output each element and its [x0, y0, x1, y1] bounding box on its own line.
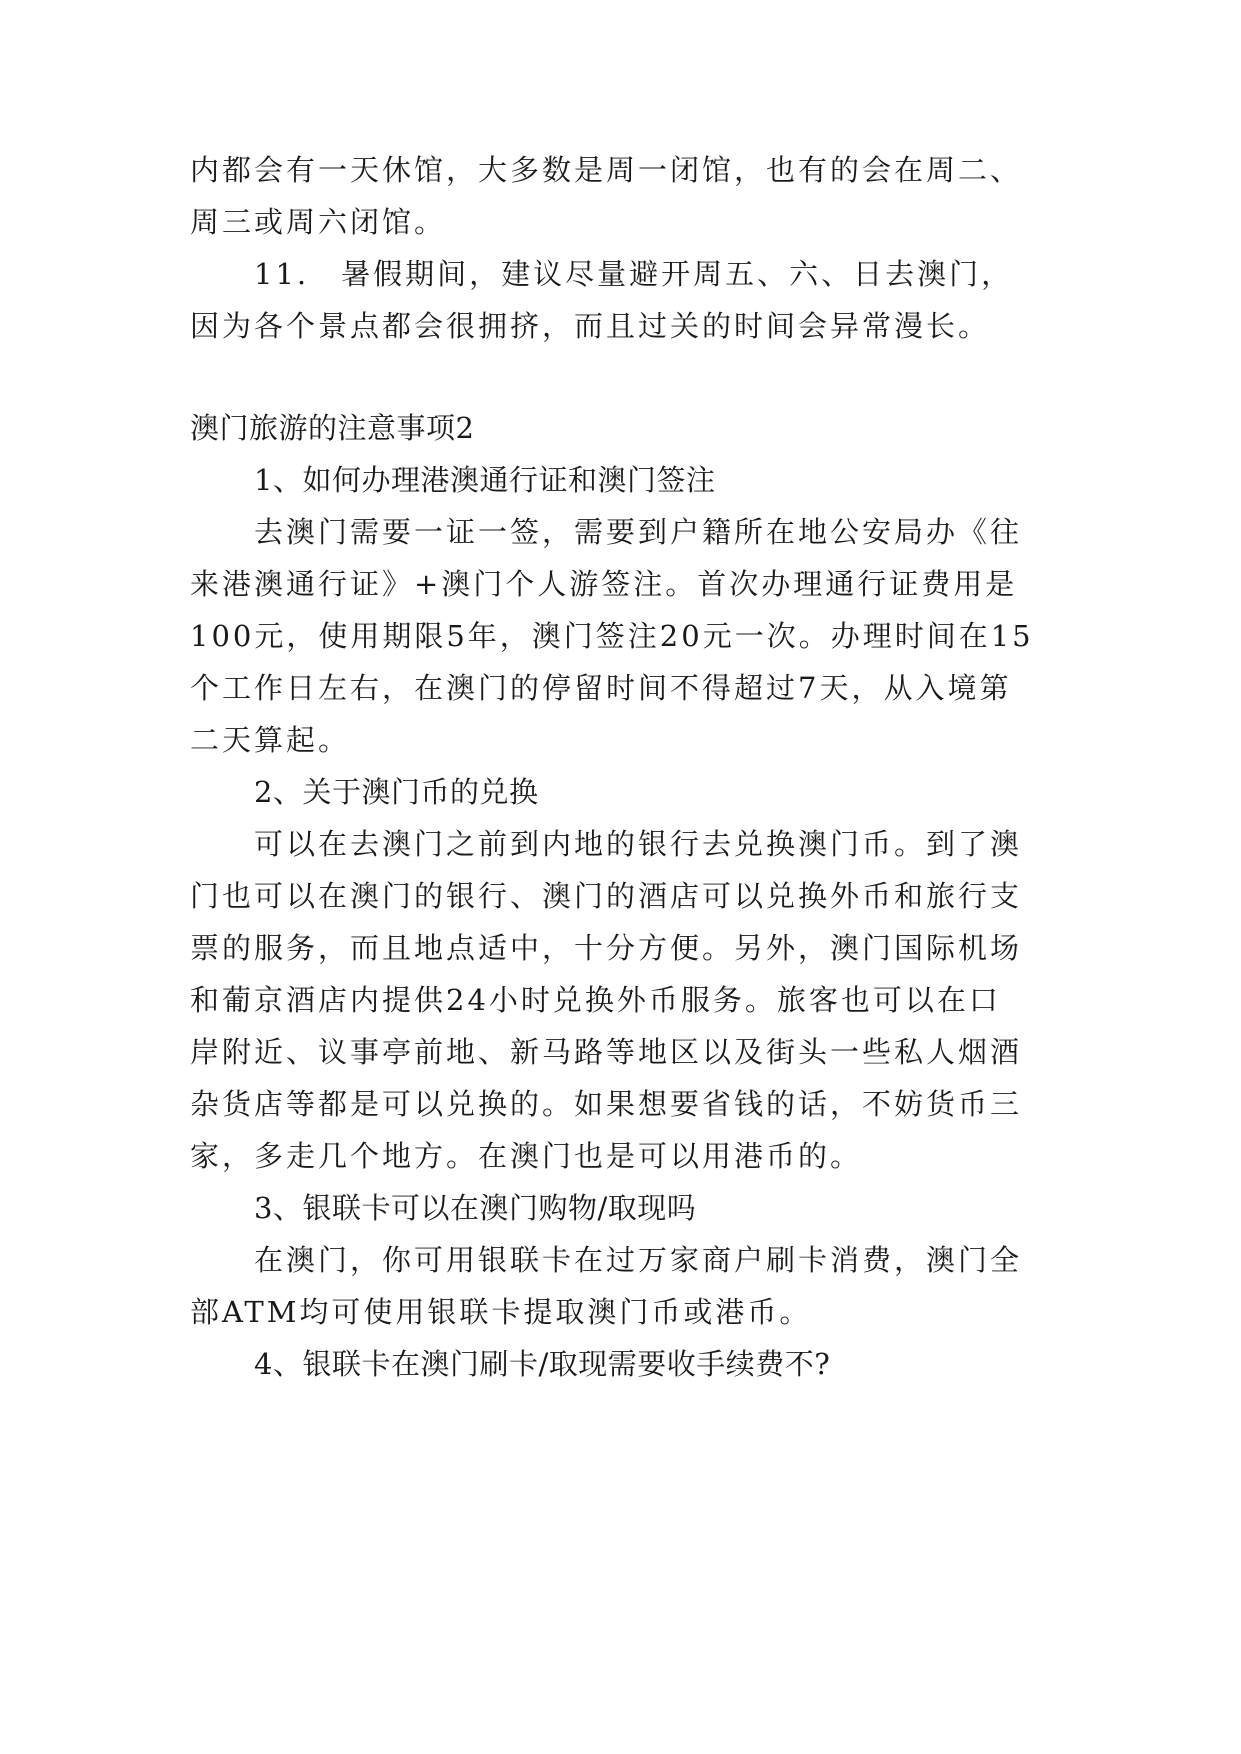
paragraph-line: 杂货店等都是可以兑换的。如果想要省钱的话，不妨货币三 — [190, 1087, 1023, 1121]
question-heading-1: 1、如何办理港澳通行证和澳门签注 — [254, 463, 716, 497]
question-heading-3: 3、银联卡可以在澳门购物/取现吗 — [254, 1191, 697, 1225]
paragraph-line: 在澳门，你可用银联卡在过万家商户刷卡消费，澳门全 — [254, 1243, 1023, 1277]
paragraph-line: 内都会有一天休馆，大多数是周一闭馆，也有的会在周二、 — [190, 153, 1023, 187]
section-title: 澳门旅游的注意事项2 — [190, 411, 475, 445]
paragraph-line: 100元，使用期限5年，澳门签注20元一次。办理时间在15 — [190, 619, 1034, 653]
paragraph-line: 门也可以在澳门的银行、澳门的酒店可以兑换外币和旅行支 — [190, 879, 1023, 913]
paragraph-line: 可以在去澳门之前到内地的银行去兑换澳门币。到了澳 — [254, 827, 1023, 861]
paragraph-line: 二天算起。 — [190, 723, 351, 757]
question-heading-2: 2、关于澳门币的兑换 — [254, 775, 539, 809]
paragraph-line: 部ATM均可使用银联卡提取澳门币或港币。 — [190, 1295, 812, 1329]
paragraph-line: 岸附近、议事亭前地、新马路等地区以及街头一些私人烟酒 — [190, 1035, 1023, 1069]
paragraph-line: 个工作日左右，在澳门的停留时间不得超过7天，从入境第 — [190, 671, 1012, 705]
paragraph-line: 去澳门需要一证一签，需要到户籍所在地公安局办《往 — [254, 515, 1023, 549]
paragraph-line: 因为各个景点都会很拥挤，而且过关的时间会异常漫长。 — [190, 309, 991, 343]
paragraph-line: 周三或周六闭馆。 — [190, 205, 447, 239]
paragraph-line: 和葡京酒店内提供24小时兑换外币服务。旅客也可以在口 — [190, 983, 1001, 1017]
paragraph-line: 来港澳通行证》+澳门个人游签注。首次办理通行证费用是 — [190, 567, 1018, 601]
paragraph-line: 票的服务，而且地点适中，十分方便。另外，澳门国际机场 — [190, 931, 1023, 965]
question-heading-4: 4、银联卡在澳门刷卡/取现需要收手续费不? — [254, 1347, 831, 1381]
paragraph-line: 家，多走几个地方。在澳门也是可以用港币的。 — [190, 1139, 863, 1173]
list-item-11: 11. 暑假期间，建议尽量避开周五、六、日去澳门， — [254, 257, 1014, 291]
